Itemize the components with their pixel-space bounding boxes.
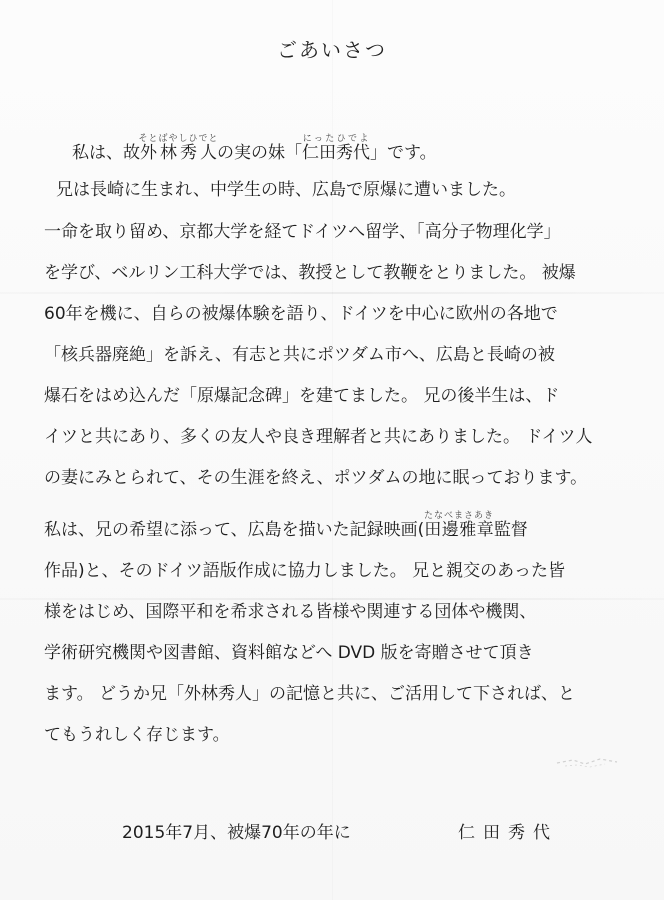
director-ruby bbox=[424, 511, 495, 540]
ruby-base: 外林秀人 bbox=[138, 143, 219, 163]
letter-line-1 bbox=[72, 134, 437, 162]
ruby-reading: たなべまさあき bbox=[424, 511, 495, 521]
ruby-base: 田邊雅章 bbox=[424, 520, 495, 540]
ruby-reading: そとばやしひでと bbox=[138, 134, 219, 144]
letter-line-8: イツと共にあり、多くの友人や良き理解者と共にありました。 ドイツ人 bbox=[44, 427, 593, 447]
text-segment: 監督 bbox=[493, 520, 528, 540]
letter-line-11: 作品)と、そのドイツ語版作成に協力しました。 兄と親交のあった皆 bbox=[44, 561, 566, 581]
signature-date: 2015年7月、被爆70年の年に bbox=[122, 823, 351, 843]
name-ruby-nitta bbox=[302, 134, 371, 163]
text-segment: 私は、故 bbox=[72, 143, 140, 163]
letter-line-5: 60年を機に、自らの被爆体験を語り、ドイツを中心に欧州の各地で bbox=[44, 304, 558, 324]
letter-line-4: を学び、ベルリン工科大学では、教授として教鞭をとりました。 被爆 bbox=[44, 263, 576, 283]
name-ruby-sotobayashi bbox=[138, 134, 219, 163]
signature-name: 仁田秀代 bbox=[458, 823, 558, 843]
ruby-base: 仁田秀代 bbox=[302, 143, 371, 163]
letter-line-13: 学術研究機関や図書館、資料館などへ DVD 版を寄贈させて頂き bbox=[44, 643, 534, 663]
smudge-graphic bbox=[555, 752, 625, 770]
letter-line-3: 一命を取り留め、京都大学を経てドイツへ留学、「高分子物理化学」 bbox=[44, 222, 561, 242]
text-segment: の実の妹「 bbox=[217, 143, 303, 163]
paper-smudge bbox=[555, 752, 625, 770]
letter-line-15: てもうれしく存じます。 bbox=[44, 725, 230, 745]
ruby-reading: にったひでよ bbox=[302, 134, 370, 144]
letter-line-12: 様をはじめ、国際平和を希求される皆様や関連する団体や機関、 bbox=[44, 602, 537, 622]
letter-line-2: 兄は長崎に生まれ、中学生の時、広島で原爆に遭いました。 bbox=[56, 180, 517, 200]
letter-line-6: 「核兵器廃絶」を訴え、有志と共にポツダム市へ、広島と長崎の被 bbox=[44, 345, 555, 365]
letter-line-9: の妻にみとられて、その生涯を終え、ポツダムの地に眠っております。 bbox=[44, 468, 588, 488]
letter-line-10 bbox=[44, 511, 528, 539]
letter-line-7: 爆石をはめ込んだ「原爆記念碑」を建てました。 兄の後半生は、ド bbox=[44, 386, 560, 406]
letter-line-14: ます。 どうか兄「外林秀人」の記憶と共に、ご活用して下されば、と bbox=[44, 684, 576, 704]
text-segment: 私は、兄の希望に添って、広島を描いた記録映画( bbox=[44, 520, 425, 540]
text-segment: 」です。 bbox=[370, 143, 437, 163]
letter-title: ごあいさつ bbox=[277, 38, 387, 62]
